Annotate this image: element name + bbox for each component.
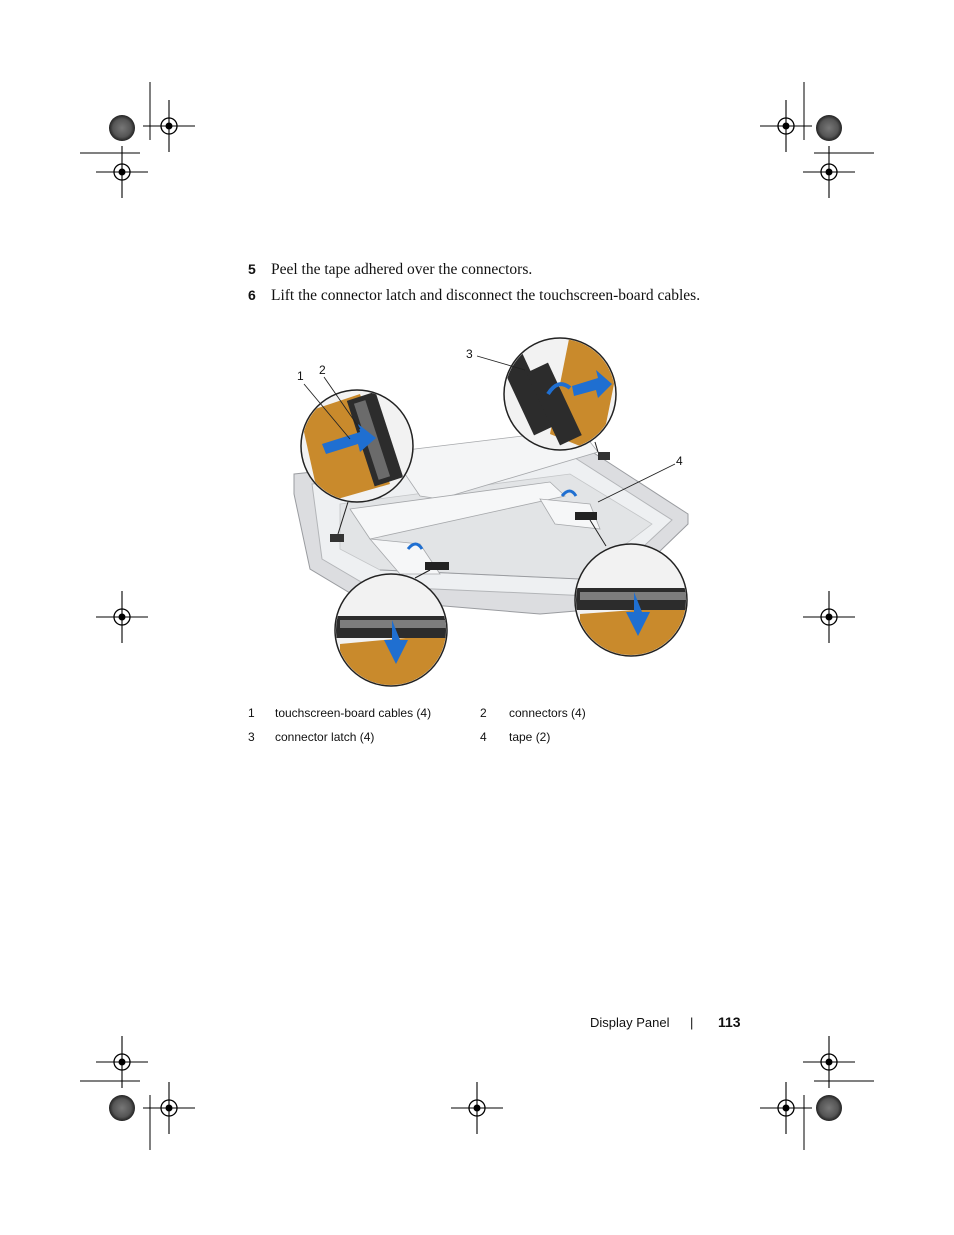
step-5 — [248, 258, 808, 284]
touchscreen-cable-illustration — [280, 334, 700, 694]
step-number: 5 — [248, 261, 256, 277]
step-number: 6 — [248, 287, 256, 303]
callout-2: 2 — [319, 363, 326, 377]
zoom-detail-latch — [500, 334, 620, 454]
legend-label: tape (2) — [509, 730, 551, 744]
step-text: Peel the tape adhered over the connectors. — [271, 261, 533, 278]
step-6 — [248, 284, 808, 310]
legend-number: 4 — [480, 730, 487, 744]
legend-row — [248, 730, 668, 754]
connector — [425, 562, 449, 570]
zoom-detail-connector-right — [575, 544, 692, 664]
footer-separator: | — [690, 1015, 694, 1030]
connector — [598, 452, 610, 460]
legend-number: 1 — [248, 706, 255, 720]
legend-number: 3 — [248, 730, 255, 744]
callout-1: 1 — [297, 369, 304, 383]
footer-section-title: Display Panel — [590, 1015, 670, 1030]
step-text: Lift the connector latch and disconnect the touchscreen-board cables. — [271, 287, 701, 304]
legend-number: 2 — [480, 706, 487, 720]
legend-label: connectors (4) — [509, 706, 586, 720]
connector — [575, 512, 597, 520]
legend-row — [248, 706, 668, 730]
legend-label: touchscreen-board cables (4) — [275, 706, 432, 720]
callout-3: 3 — [466, 347, 473, 361]
figure-legend — [248, 706, 668, 754]
legend-label: connector latch (4) — [275, 730, 375, 744]
callout-4: 4 — [676, 454, 683, 468]
procedure-steps — [248, 258, 808, 310]
connector — [330, 534, 344, 542]
page-number: 113 — [718, 1014, 741, 1030]
